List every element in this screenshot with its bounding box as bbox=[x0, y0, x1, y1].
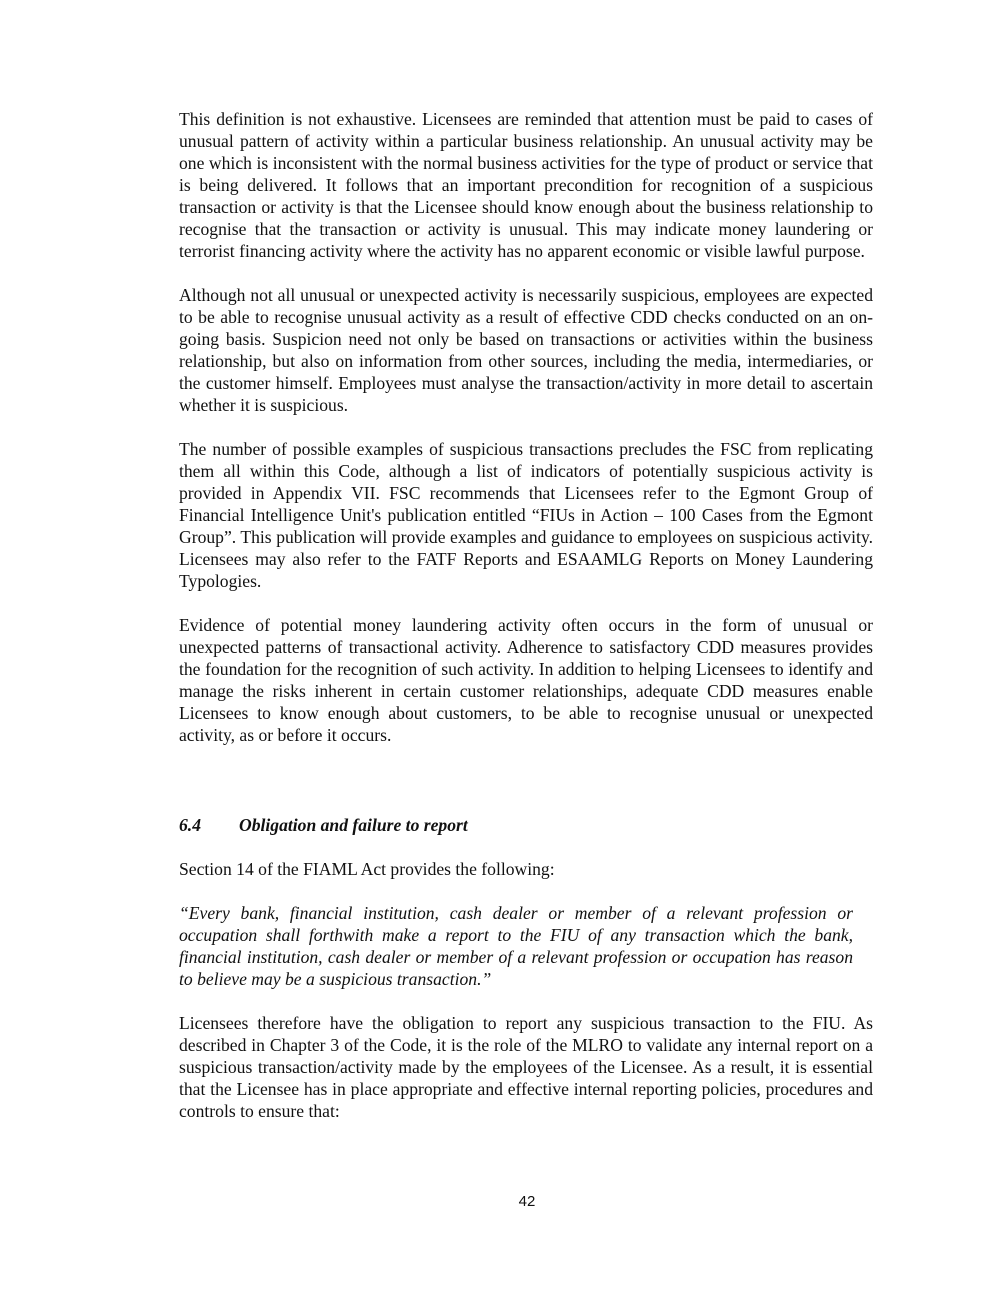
paragraph-unusual-activity: Although not all unusual or unexpected activity is necessarily suspicious, employees are expected to be able to recognise unusual activity as a result of effective CDD checks conducted on an on-going basis. Suspicion need not only be based on transactions or activities within the business relationship, but also on information from other sources, including the media, intermediaries, or the customer himself. Employees must analyse the transaction/activity in more detail to ascertain whether it is suspicious. bbox=[179, 285, 873, 415]
section-spacer bbox=[179, 768, 873, 814]
section-number: 6.4 bbox=[179, 815, 201, 835]
page-number: 42 bbox=[518, 1193, 536, 1210]
legal-quote: “Every bank, financial institution, cash dealer or member of a relevant profession or occupation shall forthwith make a report to the FIU of any transaction which the bank, financial institution, cash dealer or member of a relevant profession or occupation has reason to believe may be a suspicious transaction.” bbox=[179, 903, 853, 989]
section-title: Obligation and failure to report bbox=[239, 815, 468, 835]
paragraph-obligation: Licensees therefore have the obligation to report any suspicious transaction to the FIU. As described in Chapter 3 of the Code, it is the role of the MLRO to validate any internal report on a suspicious transaction/activity made by the employees of the Licensee. As a result, it is essential that the Licensee has in place appropriate and effective internal reporting policies, procedures and controls to ensure that: bbox=[179, 1013, 873, 1121]
paragraph-evidence: Evidence of potential money laundering activity often occurs in the form of unusual or unexpected patterns of transactional activity. Adherence to satisfactory CDD measures provides the foundation for the recognition of such activity. In addition to helping Licensees to identify and manage the risks inherent in certain customer relationships, adequate CDD measures enable Licensees to know enough about customers, to be able to recognise unusual or unexpected activity, as or before it occurs. bbox=[179, 615, 873, 745]
section-heading bbox=[179, 814, 873, 836]
paragraph-definition: This definition is not exhaustive. Licensees are reminded that attention must be paid to cases of unusual pattern of activity within a particular business relationship. An unusual activity may be one which is inconsistent with the normal business activities for the type of product or service that is being delivered. It follows that an important precondition for recognition of a suspicious transaction or activity is that the Licensee should know enough about the business relationship to recognise that the transaction or activity is unusual. This may indicate money laundering or terrorist financing activity where the activity has no apparent economic or visible lawful purpose. bbox=[179, 109, 873, 261]
document-page bbox=[179, 108, 873, 1144]
section-intro: Section 14 of the FIAML Act provides the following: bbox=[179, 859, 555, 879]
paragraph-examples: The number of possible examples of suspicious transactions precludes the FSC from replicating them all within this Code, although a list of indicators of potentially suspicious activity is provided in Appendix VII. FSC recommends that Licensees refer to the Egmont Group of Financial Intelligence Unit's publication entitled “FIUs in Action – 100 Cases from the Egmont Group”. This publication will provide examples and guidance to employees on suspicious activity. Licensees may also refer to the FATF Reports and ESAAMLG Reports on Money Laundering Typologies. bbox=[179, 439, 873, 591]
